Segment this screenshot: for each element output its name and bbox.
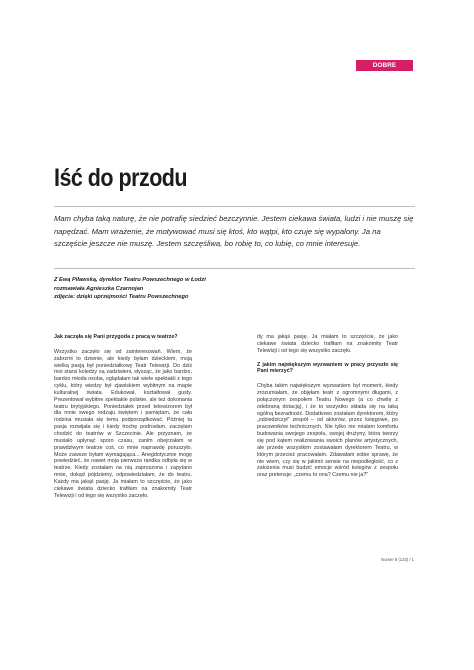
- article-lead: Mam chyba taką naturę, że nie potrafię siedzieć bezczynnie. Jestem ciekawa świata, ludzi i nie muszę się napędzać. Mam wrażenie, że motywować musi się ktoś, kto wątpi, kto czuje się wypalony. Ja na szczęście jeszcze nie muszę. Jestem szczęśliwa, bo robię to, co lubię, co mnie interesuje.: [54, 214, 414, 249]
- page-footer: Numer 8 (133) / 1: [381, 557, 414, 562]
- interview-question-2: Z jakim największym wyzwaniem w pracy przyszło się Pani mierzyć?: [257, 361, 398, 375]
- top-divider: [54, 206, 415, 207]
- credit-photos: zdjęcia: dzięki uprzejmości Teatru Powszechnego: [54, 294, 189, 300]
- right-column: [201, 334, 415, 486]
- interview-question-1: Jak zaczęła się Pani przygoda z pracą w teatrze?: [54, 334, 178, 340]
- credit-interviewer: rozmawiała Agnieszka Czarnojan: [54, 285, 144, 292]
- article-title: Iść do przodu: [54, 164, 188, 192]
- interview-answer-1: Wszystko zaczęło się od zainteresowań. Wiem, że zabrzmi to dziwnie, ale kiedy byłam dzieckiem, moją wielką pasją był poniedziałkowy Teatr Telewizji. Do dziś moi starsi koledzy są zadziwieni, słysząc, że jako bardzo, bardzo młoda osoba, oglądałam tak wiele spektakli z tego cyklu, który wiedzy był zjawiskiem wybitnym na mapie kulturalnej świata. Edukował, kształtował gusty. Prezentował wybitne spektakle polskie, ale też dokonania teatru brytyjskiego. Poniedziałek przed telewizorem był dla mnie swego rodzaju świętem i pamiętam, że cała rodzina musiała się temu podporządkować. Później ta pasja rozwijała się i kiedy trochę podrosłam, zaczęłam chodzić do teatrów w Szczecinie. Ale przyznam, że musiało upłynąć sporo czasu, zanim obejrzałam w prawdziwym teatrze coś, co mnie naprawdę poruszyło. Może zawsze byłam wymagająca... Anegdotycznie mogę powiedzieć, że nawet moja pierwsza randka odbyła się w teatrze. Kiedy zostałam na nią zaproszona i zapytano mnie, dokąd pójdziemy, odpowiedziałam, że do teatru. Każdy ma jakąś pasję. Ja miałam to szczęście, że jako ciekawe świata dziecko trafiłam na znakomity Teatr Telewizji i od tego się wszystko zaczęło.: [54, 348, 192, 499]
- credit-interview: Z Ewą Piławską, dyrektor Teatru Powszechnego w Łodzi: [54, 277, 206, 283]
- left-column: [54, 334, 192, 506]
- interview-answer-2: Chyba takim największym wyzwaniem był moment, kiedy zrozumiałam, że objęłam teatr z ogromnymi długami, z połączonym zespołem Teatru Nowego (a co chwilę z odebraną dotacją), i że to wszystko składa się na taką ogólną bezradność. Dodatkowo zostałam dyrektorem, który „odziedziczył” zespół – od aktorów, przez księgowe, po pracowników technicznych. Nie tylko nie miałam komfortu budowania swojego zespołu, swojej drużyny, która tworzy się pod kątem realizowania swoich planów artystycznych, ale przede wszystkim zostawałam dyrektorem Teatru, w którym przecież pracowałam. Zdawałam sobie sprawę, że nie wiem, czy się w jakimś sensie na niepodległość, co z założenia musi budzić emocje wśród kolegów z zespołu oraz pretensje: „czemu to ona? Czemu nie ja?”: [257, 383, 398, 479]
- bottom-divider: [54, 268, 415, 269]
- article-credits: [54, 276, 314, 302]
- answer-continuation: dy ma jakąś pasję. Ja miałam to szczęście, że jako ciekawe świata dziecko trafiłam na znakomity Teatr Telewizji i od tego się wszystko zaczęło.: [257, 334, 398, 354]
- section-tag: DOBRE PRAKTYKI: [356, 60, 413, 71]
